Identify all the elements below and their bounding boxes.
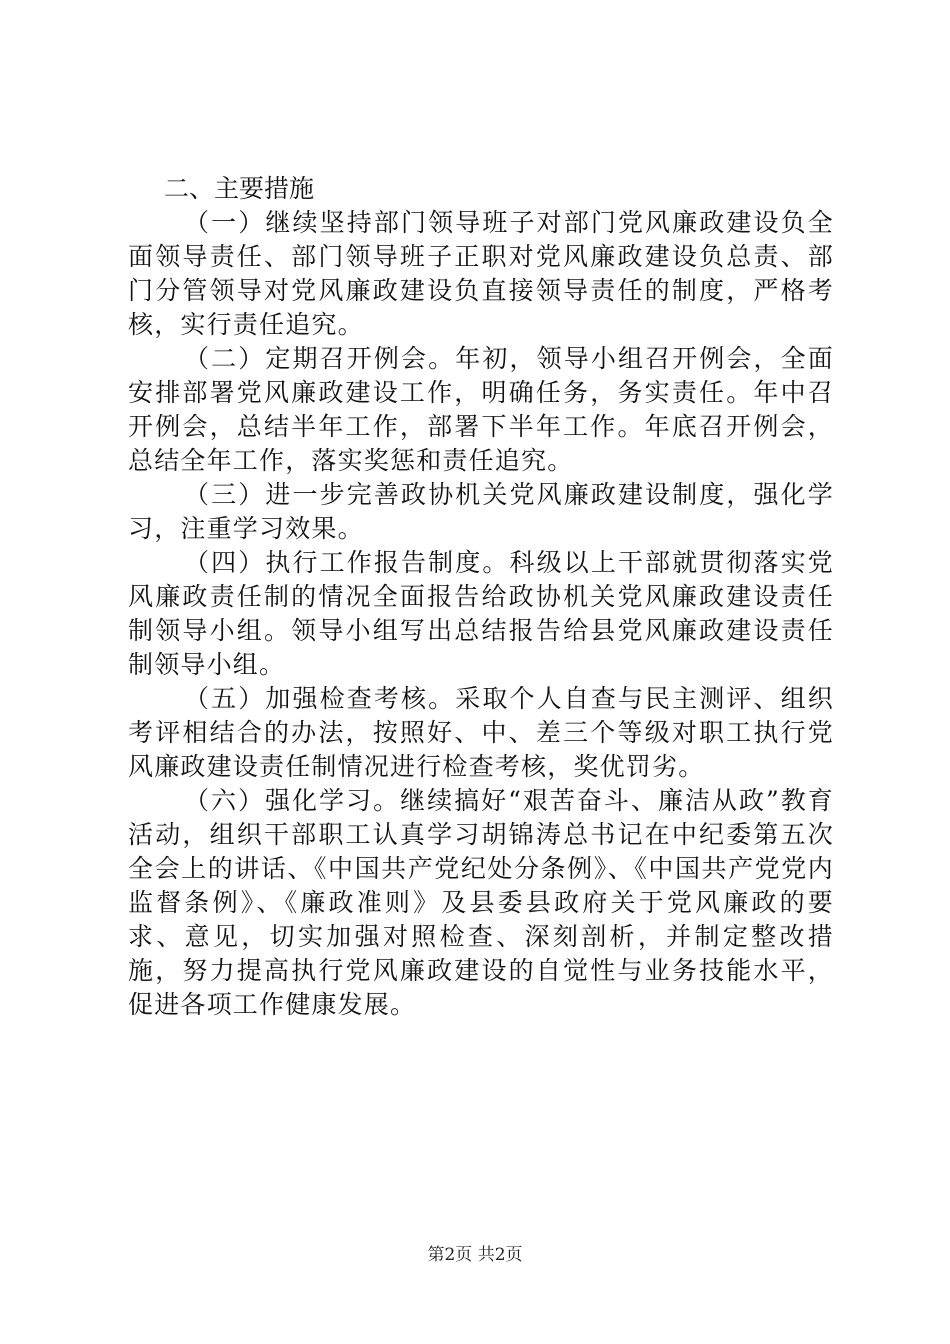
- paragraph-4: （四）执行工作报告制度。科级以上干部就贯彻落实党风廉政责任制的情况全面报告给政协机关党风廉政建设责任制领导小组。领导小组写出总结报告给县党风廉政建设责任制领导小组。: [128, 548, 834, 679]
- paragraph-2: （二）定期召开例会。年初，领导小组召开例会，全面安排部署党风廉政建设工作，明确任务，务实责任。年中召开例会，总结半年工作，部署下半年工作。年底召开例会，总结全年工作，落实奖惩和责任追究。: [128, 344, 834, 475]
- page-footer: 第2页 共2页: [427, 1245, 523, 1265]
- section-heading: 二、主要措施: [164, 174, 315, 203]
- paragraph-6: （六）强化学习。继续搞好“艰苦奋斗、廉洁从政”教育活动，组织干部职工认真学习胡锦涛总书记在中纪委第五次全会上的讲话、《中国共产党纪处分条例》、《中国共产党党内监督条例》、《廉政准则》及县委县政府关于党风廉政的要求、意见，切实加强对照检查、深刻剖析，并制定整改措施，努力提高执行党风廉政建设的自觉性与业务技能水平，促进各项工作健康发展。: [128, 786, 834, 1019]
- document-body: [128, 172, 834, 1022]
- paragraph-3: （三）进一步完善政协机关党风廉政建设制度，强化学习，注重学习效果。: [128, 480, 834, 543]
- paragraph-1: （一）继续坚持部门领导班子对部门党风廉政建设负全面领导责任、部门领导班子正职对党风廉政建设负总责、部门分管领导对党风廉政建设负直接领导责任的制度，严格考核，实行责任追究。: [128, 208, 834, 339]
- paragraph-5: （五）加强检查考核。采取个人自查与民主测评、组织考评相结合的办法，按照好、中、差三个等级对职工执行党风廉政建设责任制情况进行检查考核，奖优罚劣。: [128, 684, 834, 781]
